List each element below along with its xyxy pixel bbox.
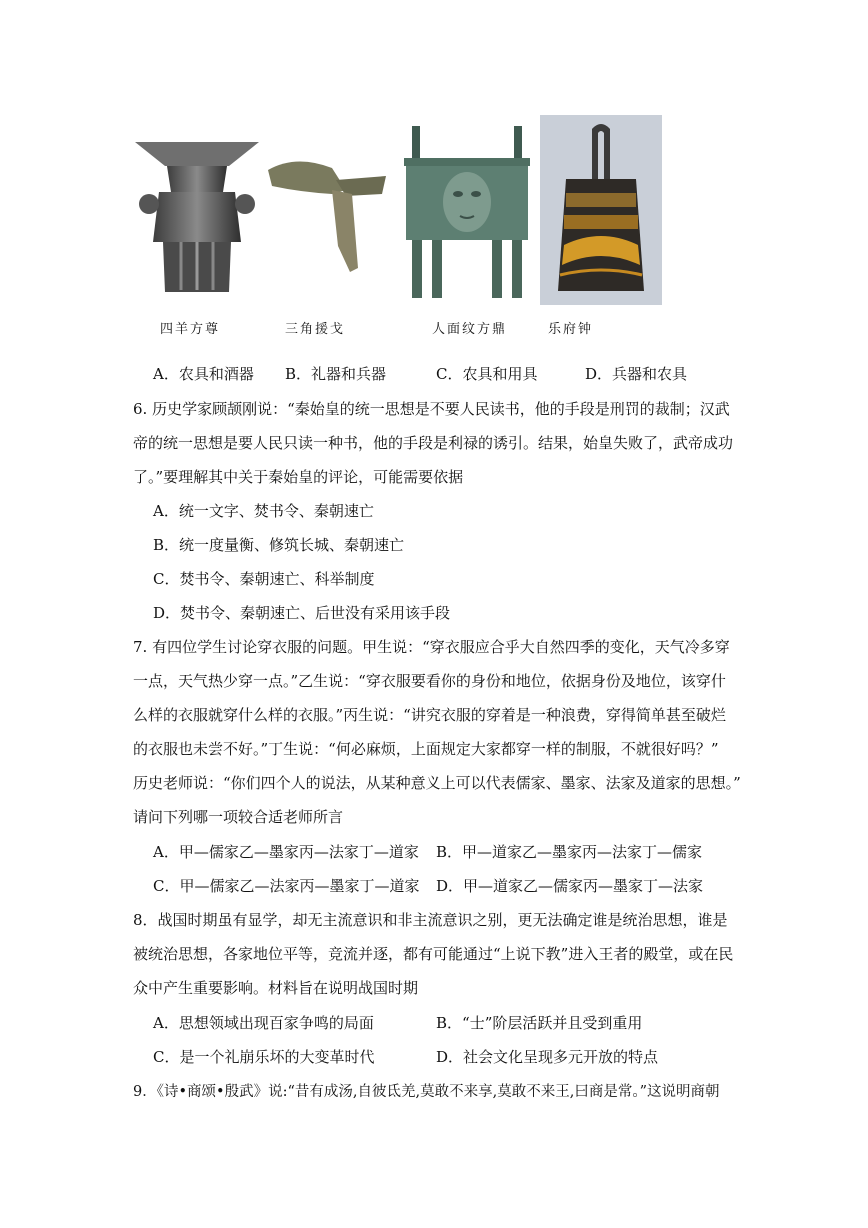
bell-icon	[540, 115, 662, 305]
q8-stem-line: 被统治思想，各家地位平等，竞流并逐，都有可能通过“上说下教”进入王者的殿堂，或在民	[133, 945, 734, 963]
q7-stem-line: 么样的衣服就穿什么样的衣服。”丙生说：“讲究衣服的穿着是一种浪费，穿得简单甚至破烂	[133, 706, 726, 724]
q7-option-a: A．甲—儒家乙—墨家丙—法家丁—道家	[153, 843, 419, 861]
q5-option-b: B．礼器和兵器	[285, 365, 387, 383]
q8-stem-line: 众中产生重要影响。材料旨在说明战国时期	[133, 979, 419, 997]
q7-option-d: D．甲—道家乙—儒家丙—墨家丁—法家	[436, 877, 704, 895]
q6-stem-line: 6. 历史学家顾颉刚说：“秦始皇的统一思想是不要人民读书，他的手段是刑罚的裁制；汉武	[133, 400, 730, 418]
q7-stem-line: 的衣服也未尝不好。”丁生说：“何必麻烦，上面规定大家都穿一样的制服，不就很好吗？”	[133, 740, 719, 758]
q8-option-d: D．社会文化呈现多元开放的特点	[436, 1048, 659, 1066]
q6-option-b: B．统一度量衡、修筑长城、秦朝速亡	[153, 536, 405, 554]
q6-option-a: A．统一文字、焚书令、秦朝速亡	[153, 502, 374, 520]
zun-vessel-icon	[133, 130, 261, 300]
q5-option-c: C．农具和用具	[436, 365, 538, 383]
q9-stem-line: 9．《诗•商颂•殷武》说:“昔有成汤,自彼氐羌,莫敢不来享,莫敢不来王,曰商是常。”这说明商朝	[133, 1084, 720, 1100]
q7-option-b: B．甲—道家乙—墨家丙—法家丁—儒家	[436, 843, 703, 861]
q8-stem-line: 8．战国时期虽有显学，却无主流意识和非主流意识之别，更无法确定谁是统治思想，谁是	[133, 911, 728, 929]
q5-option-d: D．兵器和农具	[585, 365, 688, 383]
q7-stem-line: 一点，天气热少穿一点。”乙生说：“穿衣服要看你的身份和地位，依据身份及地位，该穿什	[133, 672, 726, 690]
q6-stem-line: 帝的统一思想是要人民只读一种书，他的手段是利禄的诱引。结果，始皇失败了，武帝成功	[133, 434, 734, 452]
q6-stem-line: 了。”要理解其中关于秦始皇的评论，可能需要依据	[133, 468, 464, 486]
q7-stem-line: 请问下列哪一项较合适老师所言	[133, 808, 344, 826]
q6-option-c: C．焚书令、秦朝速亡、科举制度	[153, 570, 375, 588]
q5-option-a: A．农具和酒器	[153, 365, 254, 383]
q7-stem-line: 历史老师说：“你们四个人的说法，从某种意义上可以代表儒家、墨家、法家及道家的思想。”	[133, 774, 741, 792]
q8-option-b: B．“士”阶层活跃并且受到重用	[436, 1014, 643, 1032]
figure-caption: 三角援戈	[285, 322, 346, 337]
q8-option-a: A．思想领域出现百家争鸣的局面	[153, 1014, 374, 1032]
figure-caption: 乐府钟	[548, 322, 594, 337]
q7-stem-line: 7. 有四位学生讨论穿衣服的问题。甲生说：“穿衣服应合乎大自然四季的变化，天气冷多穿	[133, 638, 730, 656]
ding-cauldron-icon	[402, 124, 532, 302]
figure-caption: 四羊方尊	[160, 322, 221, 337]
q7-option-c: C．甲—儒家乙—法家丙—墨家丁—道家	[153, 877, 420, 895]
ge-dagger-axe-icon	[266, 150, 392, 275]
figure-caption: 人面纹方鼎	[432, 322, 508, 337]
q8-option-c: C．是一个礼崩乐坏的大变革时代	[153, 1048, 375, 1066]
q6-option-d: D．焚书令、秦朝速亡、后世没有采用该手段	[153, 604, 451, 622]
